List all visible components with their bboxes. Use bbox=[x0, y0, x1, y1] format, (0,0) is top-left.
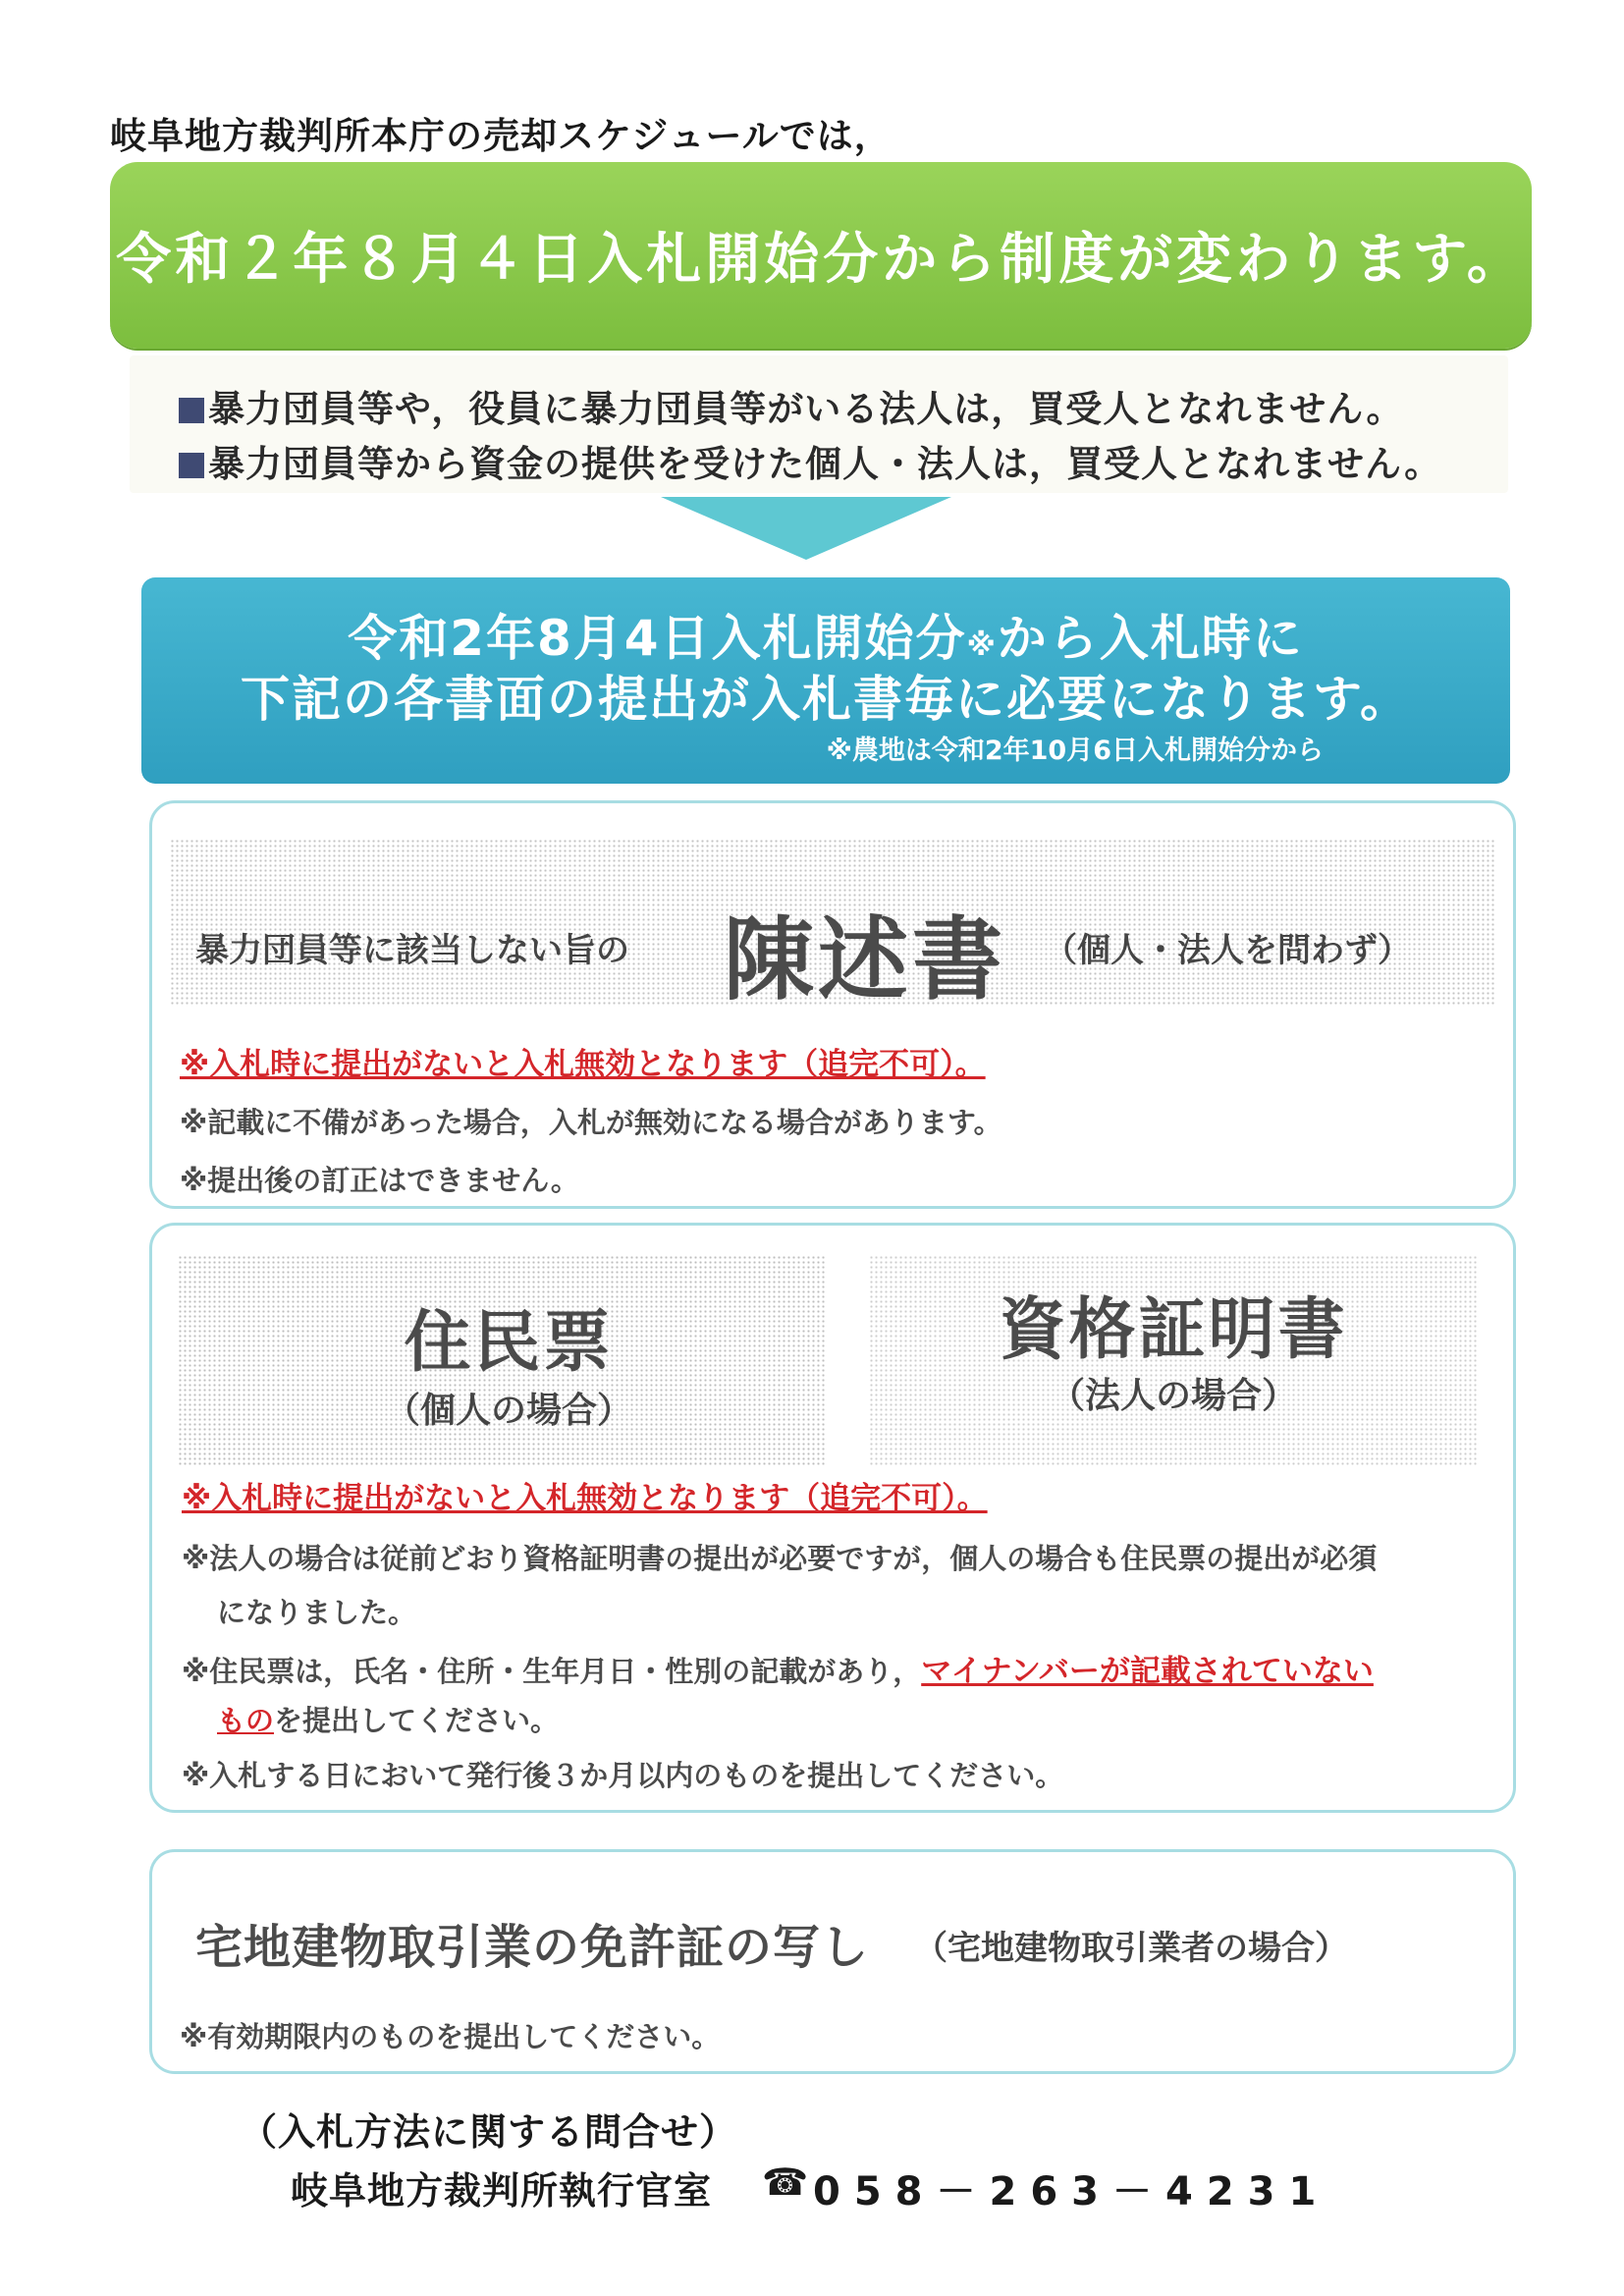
square-bullet-icon bbox=[179, 453, 204, 478]
residence-title: 住民票 bbox=[404, 1304, 614, 1382]
invalid-bid-warning: ※入札時に提出がないと入札無効となります（追完不可）。 bbox=[180, 1047, 986, 1082]
intro-text: 岐阜地方裁判所本庁の売却スケジュールでは， bbox=[110, 115, 892, 157]
requirement-banner bbox=[141, 577, 1510, 784]
farmland-note: ※農地は令和2年10月6日入札開始分から bbox=[826, 736, 1324, 766]
requirement-text: から入札時に bbox=[997, 610, 1304, 667]
statement-prefix: 暴力団員等に該当しない旨の bbox=[195, 931, 629, 970]
note-item bbox=[182, 1646, 1374, 1690]
statement-suffix: （個人・法人を問わず） bbox=[1044, 931, 1411, 970]
residence-certificate-box bbox=[149, 1223, 1516, 1813]
statement-box bbox=[149, 800, 1516, 1209]
qualification-subtitle: （法人の場合） bbox=[1049, 1376, 1297, 1416]
down-arrow-icon bbox=[661, 497, 951, 560]
note-item-continued bbox=[217, 1699, 559, 1739]
contact-phone: 058－263－4231 bbox=[813, 2169, 1330, 2214]
note-item: ※入札する日において発行後３か月以内のものを提出してください。 bbox=[182, 1759, 1064, 1792]
warning-text: 暴力団員等から資金の提供を受けた個人・法人は，買受人となれません。 bbox=[208, 443, 1442, 485]
qualification-title: 資格証明書 bbox=[999, 1291, 1348, 1369]
square-bullet-icon bbox=[179, 398, 204, 423]
requirement-line-2: 下記の各書面の提出が入札書毎に必要になります。 bbox=[241, 671, 1411, 728]
warning-item bbox=[179, 434, 1441, 487]
note-item-continued: になりました。 bbox=[217, 1596, 417, 1629]
note-text: を提出してください。 bbox=[274, 1704, 560, 1737]
contact-heading: （入札方法に関する問合せ） bbox=[240, 2110, 738, 2154]
note-item: ※法人の場合は従前どおり資格証明書の提出が必要ですが，個人の場合も住民票の提出が必須 bbox=[182, 1542, 1378, 1575]
requirement-date: 令和2年8月4日入札開始分 bbox=[348, 610, 967, 667]
contact-office: 岐阜地方裁判所執行官室 bbox=[291, 2169, 713, 2213]
footnote-mark: ※ bbox=[966, 629, 998, 663]
note-item: ※提出後の訂正はできません。 bbox=[180, 1164, 579, 1197]
note-text: ※住民票は，氏名・住所・生年月日・性別の記載があり， bbox=[182, 1655, 922, 1688]
note-item: ※記載に不備があった場合，入札が無効になる場合があります。 bbox=[180, 1106, 1002, 1139]
warning-text: 暴力団員等や，役員に暴力団員等がいる法人は，買受人となれません。 bbox=[208, 388, 1404, 430]
change-banner: 令和２年８月４日入札開始分から制度が変わります。 bbox=[110, 162, 1532, 349]
license-box bbox=[149, 1849, 1516, 2074]
my-number-warning: もの bbox=[217, 1704, 275, 1737]
warning-box bbox=[130, 355, 1508, 493]
license-subtitle: （宅地建物取引業者の場合） bbox=[914, 1929, 1348, 1968]
statement-title: 陳述書 bbox=[724, 907, 1007, 1012]
phone-icon: ☎ bbox=[762, 2160, 809, 2204]
invalid-bid-warning: ※入札時に提出がないと入札無効となります（追完不可）。 bbox=[182, 1481, 988, 1516]
residence-subtitle: （個人の場合） bbox=[384, 1391, 632, 1431]
license-title: 宅地建物取引業の免許証の写し bbox=[195, 1920, 870, 1975]
warning-item bbox=[179, 379, 1403, 432]
note-item: ※有効期限内のものを提出してください。 bbox=[180, 2020, 721, 2053]
my-number-warning: マイナンバーが記載されていない bbox=[921, 1654, 1374, 1689]
